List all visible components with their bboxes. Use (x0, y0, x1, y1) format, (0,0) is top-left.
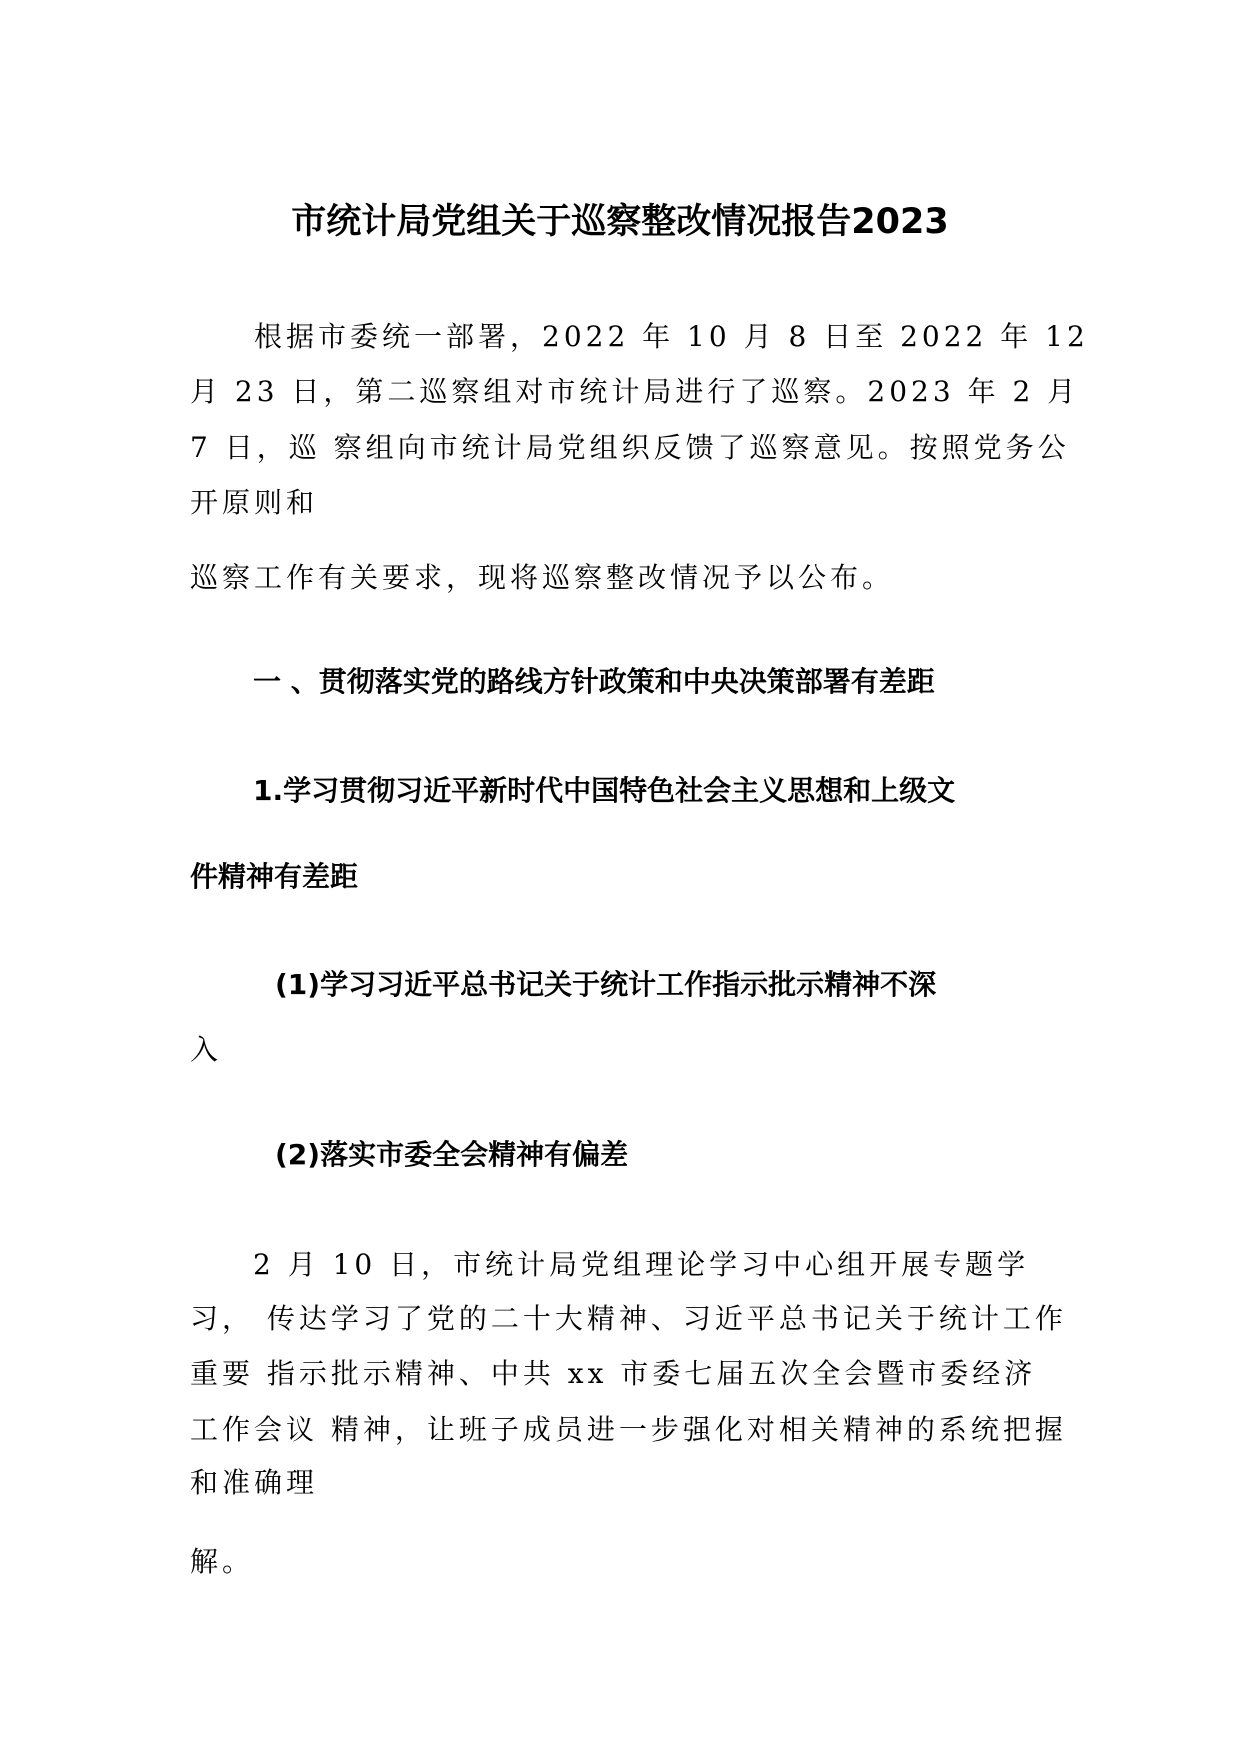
intro-line-3: 7 日，巡 察组向市统计局党组织反馈了巡察意见。按照党务公 (190, 431, 1070, 464)
intro-line-1: 根据市委统一部署，2022 年 10 月 8 日至 2022 年 12 (254, 320, 1089, 353)
intro-line-4: 开原则和 (190, 486, 319, 519)
intro-line-5: 巡察工作有关要求，现将巡察整改情况予以公布。 (190, 561, 895, 594)
body-line-6: 解。 (190, 1545, 255, 1578)
body-line-4: 工作会议 精神，让班子成员进一步强化对相关精神的系统把握 (190, 1413, 1067, 1446)
sub-heading-2: (2)落实市委全会精神有偏差 (275, 1138, 629, 1171)
item-heading-1-line-2: 件精神有差距 (190, 860, 359, 893)
section-heading-1: 一 、贯彻落实党的路线方针政策和中央决策部署有差距 (253, 665, 935, 698)
intro-line-2: 月 23 日，第二巡察组对市统计局进行了巡察。2023 年 2 月 (190, 375, 1080, 408)
sub-heading-1-line-1: (1)学习习近平总书记关于统计工作指示批示精神不深 (275, 968, 937, 1001)
body-line-2: 习， 传达学习了党的二十大精神、习近平总书记关于统计工作 (190, 1302, 1067, 1335)
page-title: 市统计局党组关于巡察整改情况报告2023 (291, 202, 949, 242)
sub-heading-1-line-2: 入 (190, 1033, 223, 1066)
body-line-5: 和准确理 (190, 1466, 319, 1499)
body-line-3: 重要 指示批示精神、中共 xx 市委七届五次全会暨市委经济 (190, 1357, 1037, 1390)
body-line-1: 2 月 10 日，市统计局党组理论学习中心组开展专题学 (253, 1248, 1030, 1281)
item-heading-1-line-1: 1.学习贯彻习近平新时代中国特色社会主义思想和上级文 (253, 774, 956, 807)
